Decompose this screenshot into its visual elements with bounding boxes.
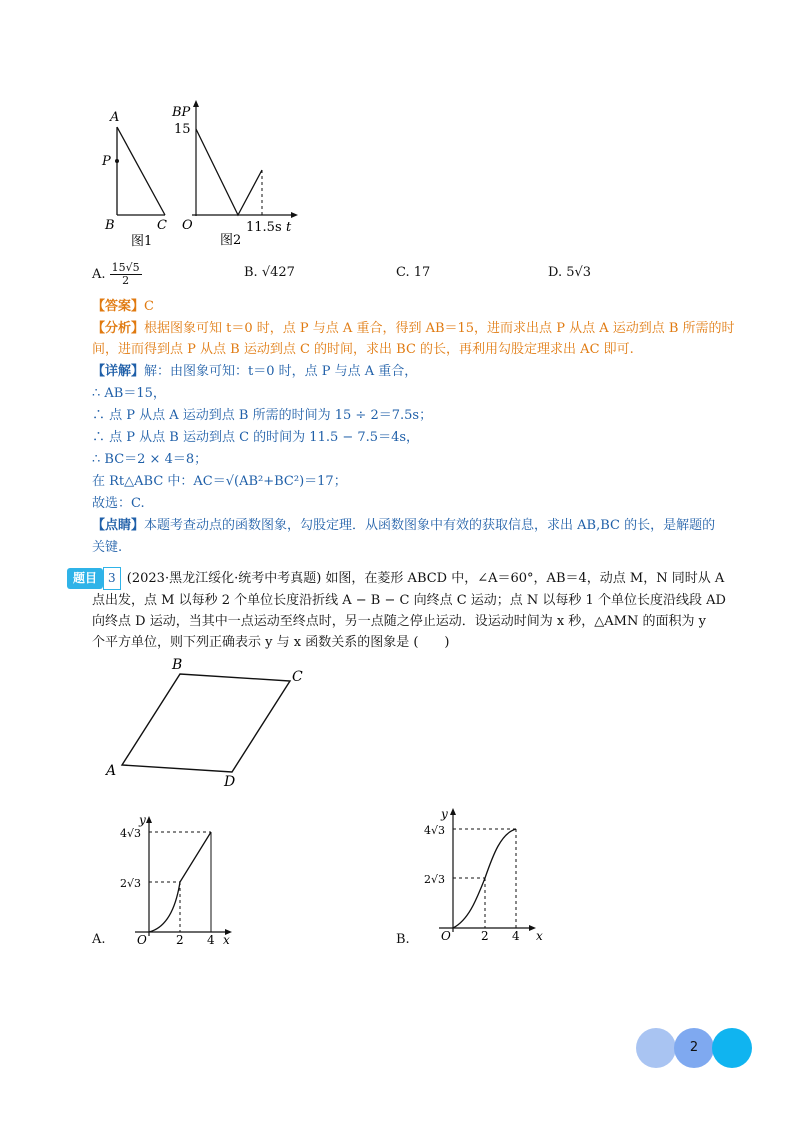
figure-1-triangle (95, 105, 180, 255)
figure-2-graph (170, 98, 310, 253)
rhombus-figure (100, 655, 320, 795)
graph-a[interactable] (115, 808, 245, 948)
analysis-line-2: 间，进而得到点 P 从点 B 运动到点 C 的时间，求出 BC 的长，再利用勾股定理求出 AC 即可. (92, 342, 634, 357)
question-3 (67, 567, 727, 653)
detail-line-1: 【详解】解：由图象可知：t＝0 时，点 P 与点 A 重合， (92, 364, 418, 379)
fig1-caption: 图1 (131, 234, 153, 249)
rhombus-label-d: D (224, 774, 236, 790)
graph-a-x2: 2 (176, 933, 184, 947)
detail-line-4: ∴ 点 P 从点 B 运动到点 C 的时间为 11.5 − 7.5＝4s， (92, 430, 420, 445)
option-a[interactable]: A. $\frac{15√5}{2}$ (92, 261, 140, 287)
graph-a-yhi: 4√3 (120, 827, 142, 840)
fig2-origin: O (182, 218, 193, 233)
fig2-ylabel: BP (172, 105, 191, 120)
question-badge: 题目 (67, 568, 103, 589)
comment-line-2: 关键. (92, 540, 123, 555)
page-number: 2 (689, 1040, 699, 1055)
analysis-line-1: 【分析】根据图象可知 t＝0 时，点 P 与点 A 重合，得到 AB＝15，进而求出点 P 从点 A 运动到点 B 所需的时 (92, 321, 735, 336)
graph-b[interactable] (419, 800, 549, 948)
detail-line-7: 故选：C. (92, 496, 145, 511)
q3-line-4: 个平方单位，则下列正确表示 y 与 x 函数关系的图象是 ( ) (92, 635, 450, 650)
q3-line-3: 向终点 D 运动，当其中一点运动至终点时，另一点随之停止运动．设运动时间为 x 秒，△AMN 的面积为 y (92, 614, 706, 629)
graph-a-x4: 4 (207, 933, 215, 947)
q3-line-2: 点出发，点 M 以每秒 2 个单位长度沿折线 A − B − C 向终点 C 运动；点 N 以每秒 1 个单位长度沿线段 AD (92, 593, 726, 608)
fig2-caption: 图2 (220, 233, 242, 248)
detail-line-5: ∴ BC＝2 × 4＝8； (92, 452, 208, 467)
option-b[interactable]: B. √427 (244, 265, 295, 280)
graph-b-ylabel: y (441, 807, 448, 821)
graph-a-xlabel: x (223, 933, 230, 947)
answer-line: 【答案】C (92, 299, 154, 314)
graph-b-option-label[interactable]: B. (396, 932, 410, 947)
graph-b-x4: 4 (512, 929, 520, 943)
graph-a-option-label[interactable]: A. (92, 932, 106, 947)
page-indicator (636, 1028, 752, 1068)
option-d[interactable]: D. 5√3 (548, 265, 592, 280)
fig2-xlabel: t (286, 220, 292, 235)
fig2-x-tick: 11.5s (246, 220, 282, 235)
graph-b-origin: O (441, 929, 451, 943)
question-number: 3 (103, 567, 121, 590)
fig1-label-p: P (102, 154, 111, 169)
page-circle-left (636, 1028, 676, 1068)
fig2-y15: 15 (174, 122, 191, 137)
detail-line-6: 在 Rt△ABC 中：AC＝√(AB²+BC²)＝17； (92, 474, 347, 489)
graph-b-x2: 2 (481, 929, 489, 943)
fig1-label-b: B (105, 218, 115, 233)
graph-a-origin: O (137, 933, 147, 947)
rhombus-label-c: C (292, 669, 303, 685)
graph-b-yhi: 4√3 (424, 824, 446, 837)
graph-b-ymid: 2√3 (424, 873, 446, 886)
detail-line-2: ∴ AB＝15， (92, 386, 166, 401)
rhombus-label-b: B (172, 657, 183, 673)
option-a-fraction: $\frac{15√5}{2}$ (111, 261, 140, 287)
option-c[interactable]: C. 17 (396, 265, 431, 280)
graph-b-xlabel: x (536, 929, 543, 943)
detail-line-3: ∴ 点 P 从点 A 运动到点 B 所需的时间为 15 ÷ 2＝7.5s； (92, 408, 433, 423)
fig1-label-a: A (110, 110, 120, 125)
page-circle-right (712, 1028, 752, 1068)
fig1-label-c: C (157, 218, 167, 233)
graph-a-ymid: 2√3 (120, 877, 142, 890)
graph-a-ylabel: y (139, 813, 146, 827)
rhombus-label-a: A (106, 763, 117, 779)
comment-line-1: 【点睛】本题考查动点的函数图象，勾股定理．从函数图象中有效的获取信息，求出 AB,BC 的长，是解题的 (92, 518, 716, 533)
q3-line-1: 题目 3 (2023·黑龙江绥化·统考中考真题) 如图，在菱形 ABCD 中，∠A＝60°，AB＝4，动点 M，N 同时从 A (67, 567, 727, 590)
